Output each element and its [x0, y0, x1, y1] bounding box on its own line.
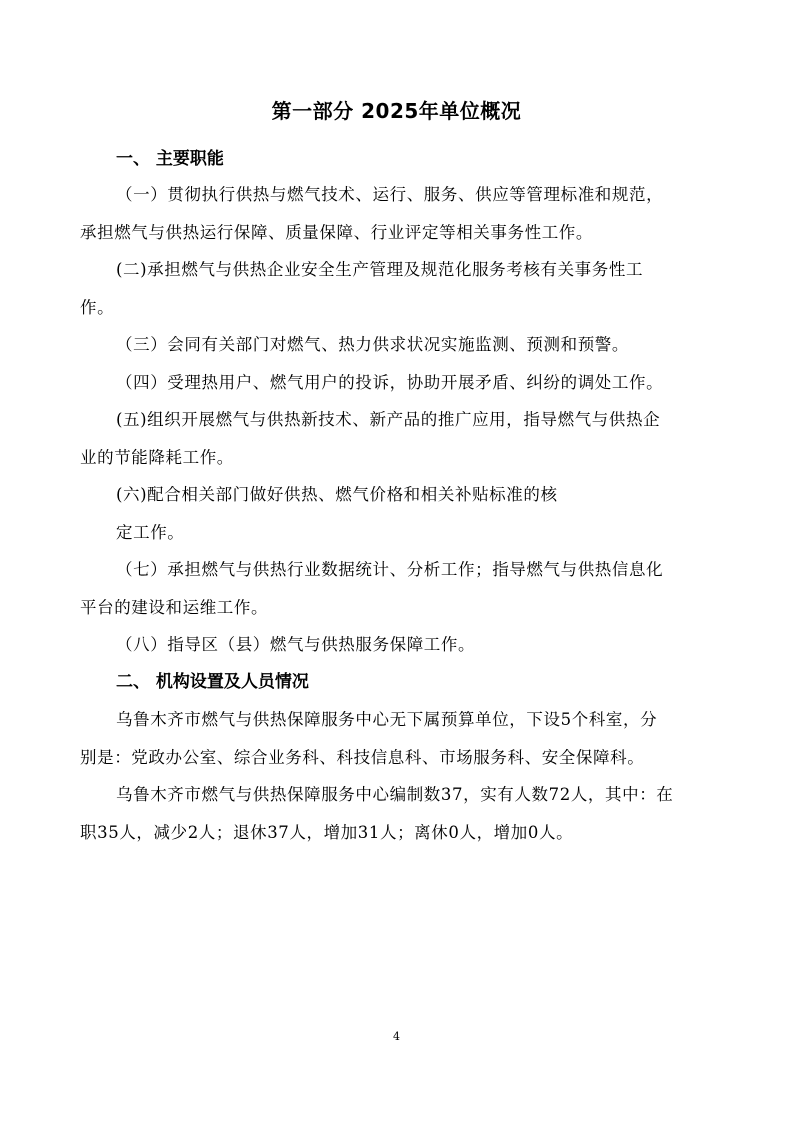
paragraph-line: （四）受理热用户、燃气用户的投诉，协助开展矛盾、纠纷的调处工作。 [116, 373, 664, 392]
section-heading-organization-staffing: 二、 机构设置及人员情况 [116, 672, 309, 692]
paragraph-line: （八）指导区（县）燃气与供热服务保障工作。 [116, 635, 476, 654]
section-heading-main-functions: 一、 主要职能 [116, 149, 224, 169]
paragraph-line: 平台的建设和运维工作。 [80, 598, 269, 617]
paragraph-line: 定工作。 [116, 523, 185, 542]
paragraph-line: (二)承担燃气与供热企业安全生产管理及规范化服务考核有关事务性工 [116, 260, 644, 279]
paragraph-line: （七）承担燃气与供热行业数据统计、分析工作；指导燃气与供热信息化 [116, 560, 664, 579]
paragraph-line: 职35人，减少2人；退休37人，增加31人；离休0人，增加0人。 [80, 823, 574, 842]
paragraph-line: (五)组织开展燃气与供热新技术、新产品的推广应用，指导燃气与供热企 [116, 410, 661, 429]
page-title: 第一部分 2025年单位概况 [271, 99, 522, 123]
paragraph-line: 乌鲁木齐市燃气与供热保障服务中心无下属预算单位，下设5个科室，分 [116, 710, 658, 729]
paragraph-line: 作。 [80, 298, 115, 317]
paragraph-line: 乌鲁木齐市燃气与供热保障服务中心编制数37，实有人数72人，其中：在 [116, 785, 674, 804]
paragraph-line: (六)配合相关部门做好供热、燃气价格和相关补贴标准的核 [116, 485, 558, 504]
paragraph-line: 承担燃气与供热运行保障、质量保障、行业评定等相关事务性工作。 [80, 223, 593, 242]
page-number: 4 [393, 1030, 400, 1043]
paragraph-line: 别是：党政办公室、综合业务科、科技信息科、市场服务科、安全保障科。 [80, 748, 645, 767]
paragraph-line: （一）贯彻执行供热与燃气技术、运行、服务、供应等管理标准和规范， [116, 185, 664, 204]
paragraph-line: （三）会同有关部门对燃气、热力供求状况实施监测、预测和预警。 [116, 335, 629, 354]
paragraph-line: 业的节能降耗工作。 [80, 448, 234, 467]
